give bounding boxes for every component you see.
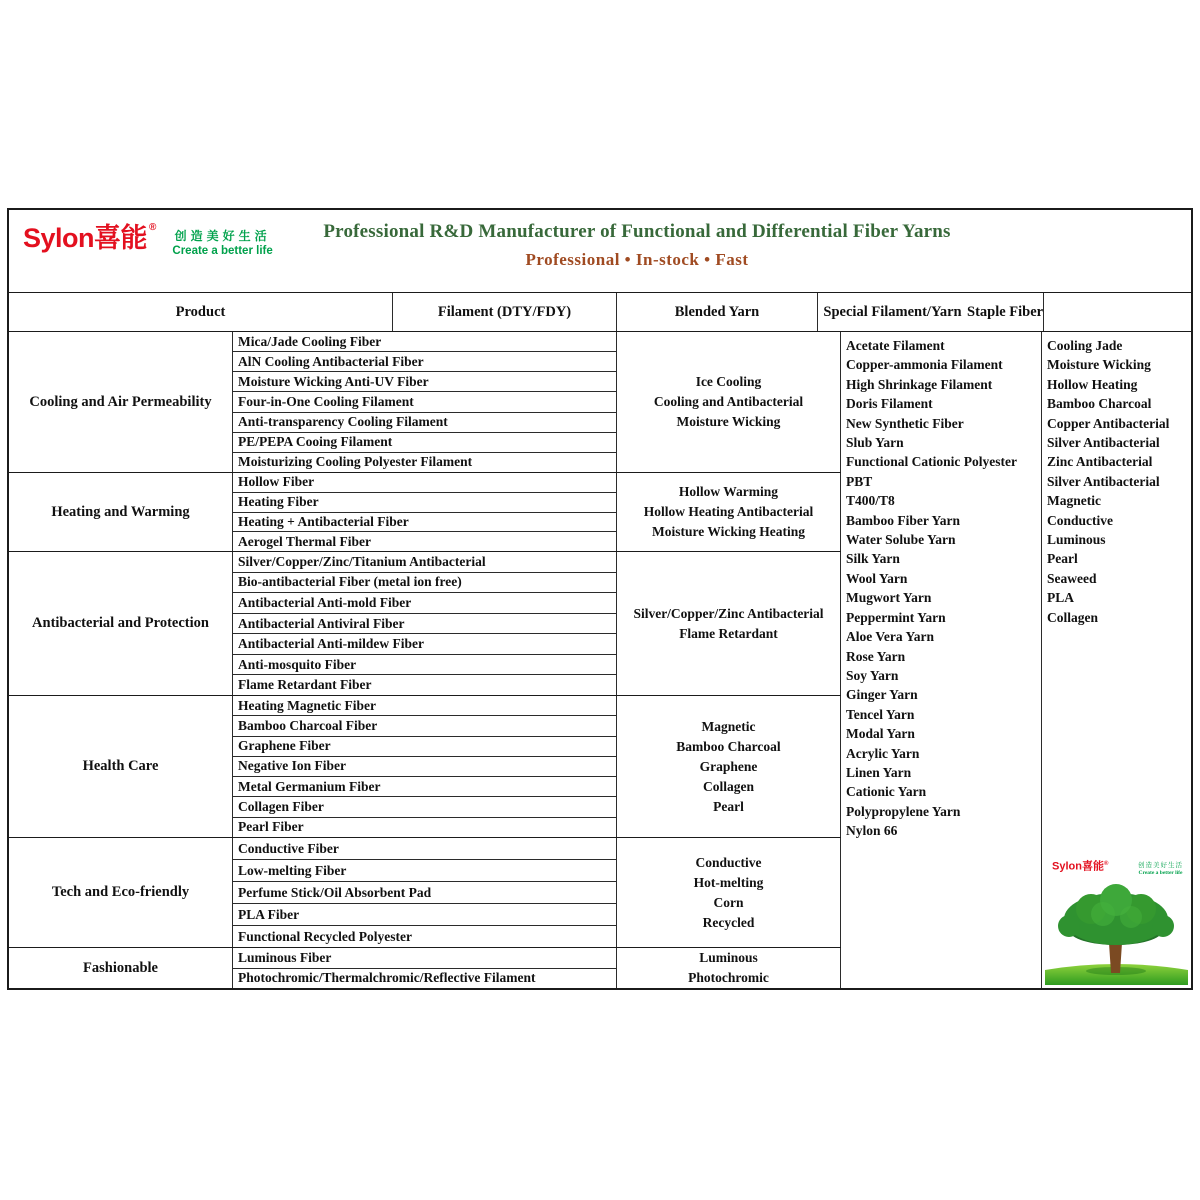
column-header: Special Filament/Yarn (823, 303, 962, 320)
blended-label: Hollow Warming (678, 484, 779, 499)
special-yarn-item: Aloe Vera Yarn (846, 629, 934, 645)
table-header-row (9, 293, 1191, 332)
special-yarn-item: PBT (846, 473, 873, 489)
section-tech-eco (9, 838, 841, 948)
staple-fiber-item: PLA (1047, 590, 1074, 606)
special-yarn-item: New Synthetic Fiber (846, 415, 964, 431)
filament-row: Functional Recycled Polyester (238, 928, 412, 944)
special-yarn-item: Silk Yarn (846, 551, 900, 567)
filament-row: Aerogel Thermal Fiber (238, 533, 371, 549)
special-yarn-item: Polypropylene Yarn (846, 803, 961, 819)
blended-cell (617, 838, 841, 947)
brand-tree-image (1045, 853, 1188, 985)
footer-logo-row (1045, 853, 1188, 876)
staple-fiber-item: Moisture Wicking (1047, 357, 1151, 373)
special-yarn-item: Soy Yarn (846, 667, 899, 683)
product-cell: Antibacterial and Protection (9, 552, 233, 695)
special-yarn-item: Wool Yarn (846, 570, 908, 586)
page-title: Professional R&D Manufacturer of Functional and Differential Fiber Yarns (323, 221, 951, 242)
blended-label: Collagen (702, 778, 754, 794)
special-yarn-item: Mugwort Yarn (846, 590, 932, 606)
special-yarn-item: Slub Yarn (846, 435, 904, 451)
staple-fiber-list (1047, 336, 1189, 627)
section-cooling (9, 332, 841, 473)
staple-fiber-item: Copper Antibacterial (1047, 415, 1170, 431)
blended-label: Cooling and Antibacterial (653, 394, 804, 409)
filament-row: Antibacterial Anti-mold Fiber (233, 593, 616, 614)
blended-label: Hollow Heating Antibacterial (643, 504, 814, 519)
blended-cell (617, 552, 841, 695)
filament-row: Heating Magnetic Fiber (233, 696, 616, 716)
special-yarn-item: Ginger Yarn (846, 687, 918, 703)
special-yarn-item: Acrylic Yarn (846, 745, 920, 761)
tree-icon (1045, 881, 1188, 985)
special-yarn-item: Rose Yarn (846, 648, 906, 664)
staple-fiber-item: Zinc Antibacterial (1047, 454, 1153, 470)
filament-row: Graphene Fiber (233, 737, 616, 757)
filament-row: PLA Fiber (233, 904, 616, 926)
special-yarn-item: Peppermint Yarn (846, 609, 946, 625)
filament-row: Heating + Antibacterial Fiber (233, 513, 616, 533)
product-cell: Heating and Warming (9, 473, 233, 551)
special-yarn-item: Copper-ammonia Filament (846, 357, 1003, 373)
product-cell: Fashionable (9, 948, 233, 988)
catalog-sheet (7, 208, 1193, 990)
filament-row: Negative Ion Fiber (233, 757, 616, 777)
filament-row: Silver/Copper/Zinc/Titanium Antibacterial (233, 552, 616, 573)
brand-bar (9, 210, 1191, 293)
filament-row: AlN Cooling Antibacterial Fiber (233, 352, 616, 372)
staple-fiber-item: Pearl (1047, 551, 1078, 567)
filament-list (233, 473, 617, 551)
column-header: Blended Yarn (617, 293, 818, 331)
blended-cell (617, 696, 841, 837)
staple-fiber-item: Seaweed (1047, 570, 1097, 586)
filament-row: Anti-mosquito Fiber (233, 655, 616, 676)
blended-cell (617, 473, 841, 551)
filament-row: Flame Retardant Fiber (238, 677, 372, 693)
staple-fiber-item: Bamboo Charcoal (1047, 396, 1152, 412)
special-yarn-item: Acetate Filament (846, 338, 945, 353)
blended-label: Bamboo Charcoal (676, 738, 781, 754)
footer-logo-wordmark (1052, 861, 1108, 873)
special-filament-yarn-column (841, 332, 1042, 988)
product-sections (9, 332, 841, 988)
blended-label: Magnetic (701, 718, 756, 734)
filament-row: Hollow Fiber (233, 473, 616, 493)
footer-tagline (1138, 862, 1183, 876)
filament-list (233, 948, 617, 988)
footer-tagline-chinese: 创造美好生活 (1138, 862, 1183, 869)
blended-cell (617, 948, 841, 988)
blended-label: Recycled (702, 914, 755, 930)
special-yarn-item: High Shrinkage Filament (846, 376, 993, 392)
page-subtitle: Professional • In-stock • Fast (525, 250, 749, 269)
filament-row: Low-melting Fiber (233, 860, 616, 882)
staple-fiber-item: Conductive (1047, 512, 1114, 528)
filament-row: Collagen Fiber (233, 797, 616, 817)
special-yarn-item: T400/T8 (846, 493, 895, 509)
blended-label: Graphene (699, 758, 758, 774)
blended-label: Moisture Wicking Heating (651, 524, 805, 539)
filament-row: Metal Germanium Fiber (233, 777, 616, 797)
filament-row: Antibacterial Anti-mildew Fiber (233, 634, 616, 655)
filament-row: Moisture Wicking Anti-UV Fiber (233, 372, 616, 392)
section-fashionable (9, 948, 841, 988)
filament-list (233, 838, 617, 947)
staple-fiber-item: Luminous (1047, 532, 1106, 548)
filament-row: Heating Fiber (233, 493, 616, 513)
filament-row: Bio-antibacterial Fiber (metal ion free) (233, 573, 616, 594)
document-titles (83, 221, 1191, 270)
blended-label: Moisture Wicking (676, 414, 781, 429)
filament-row: Pearl Fiber (238, 819, 304, 835)
staple-fiber-item: Cooling Jade (1047, 338, 1123, 353)
table-body (9, 332, 1191, 988)
logo-wordmark: Sylon喜能 (23, 223, 148, 253)
filament-list (233, 696, 617, 837)
filament-row: Photochromic/Thermalchromic/Reflective Filament (238, 970, 536, 986)
footer-tagline-english: Create a better life (1138, 869, 1183, 876)
blended-label: Pearl (713, 798, 744, 814)
staple-fiber-item: Silver Antibacterial (1047, 473, 1160, 489)
staple-fiber-item: Magnetic (1047, 493, 1101, 509)
blended-label: Conductive (695, 854, 762, 870)
footer-registered-mark: ® (1103, 861, 1109, 867)
special-yarn-item: Functional Cationic Polyester (846, 454, 1017, 470)
filament-row: Mica/Jade Cooling Fiber (233, 332, 616, 352)
staple-fiber-item: Collagen (1047, 609, 1099, 625)
blended-label: Ice Cooling (695, 374, 762, 389)
registered-mark: ® (149, 222, 157, 233)
filament-row: Bamboo Charcoal Fiber (233, 716, 616, 736)
staple-fiber-item: Hollow Heating (1047, 376, 1138, 392)
tagline-chinese: 创造美好生活 (174, 229, 271, 243)
filament-row: Luminous Fiber (233, 948, 616, 969)
filament-row: Anti-transparency Cooling Filament (233, 413, 616, 433)
special-yarn-item: Nylon 66 (846, 823, 898, 839)
special-yarn-item: Modal Yarn (846, 726, 915, 742)
special-yarn-item: Doris Filament (846, 396, 933, 412)
blended-cell (617, 332, 841, 472)
blended-label: Silver/Copper/Zinc Antibacterial (633, 605, 824, 621)
product-cell: Tech and Eco-friendly (9, 838, 233, 947)
special-yarn-item: Water Solube Yarn (846, 532, 956, 548)
staple-fiber-column (1042, 332, 1191, 988)
filament-row: Antibacterial Antiviral Fiber (233, 614, 616, 635)
footer-logo-text: Sylon喜能 (1052, 860, 1104, 873)
special-yarn-item: Bamboo Fiber Yarn (846, 512, 961, 528)
column-header: Product (9, 293, 393, 331)
section-health-care (9, 696, 841, 838)
filament-row: Four-in-One Cooling Filament (233, 392, 616, 412)
filament-row: Moisturizing Cooling Polyester Filament (238, 454, 473, 470)
filament-row: PE/PEPA Cooing Filament (233, 433, 616, 453)
column-header: Staple Fiber (967, 293, 1044, 331)
product-cell: Health Care (9, 696, 233, 837)
blended-label: Flame Retardant (679, 625, 778, 641)
special-yarn-item: Linen Yarn (846, 764, 912, 780)
column-header: Filament (DTY/FDY) (393, 293, 617, 331)
special-yarn-item: Cationic Yarn (846, 784, 927, 800)
tagline-english: Create a better life (172, 245, 273, 257)
filament-row: Perfume Stick/Oil Absorbent Pad (233, 882, 616, 904)
section-heating (9, 473, 841, 552)
filament-list (233, 332, 617, 472)
filament-row: Conductive Fiber (233, 838, 616, 860)
staple-fiber-item: Silver Antibacterial (1047, 435, 1160, 451)
section-antibacterial (9, 552, 841, 696)
blended-label: Luminous (699, 950, 758, 965)
blended-label: Photochromic (688, 970, 769, 985)
filament-list (233, 552, 617, 695)
product-cell: Cooling and Air Permeability (9, 332, 233, 472)
special-yarn-item: Tencel Yarn (846, 706, 915, 722)
blended-label: Corn (713, 894, 744, 910)
blended-label: Hot-melting (693, 874, 764, 890)
